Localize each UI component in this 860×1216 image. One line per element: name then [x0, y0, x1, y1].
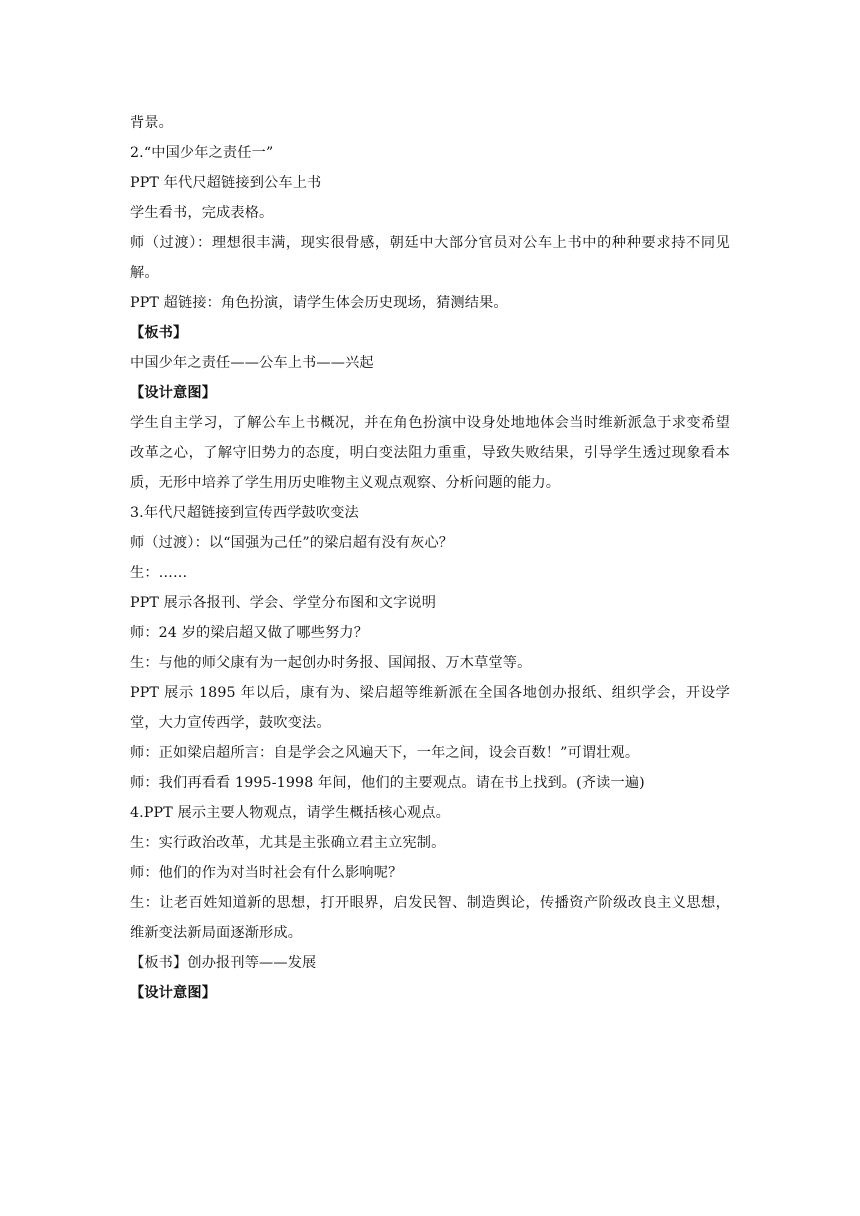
- text-line: 生：与他的师父康有为一起创办时务报、国闻报、万木草堂等。: [130, 655, 532, 671]
- paragraph: PPT 展示 1895 年以后，康有为、梁启超等维新派在全国各地创办报纸、组织学会，开设学堂，大力宣传西学，鼓吹变法。: [130, 685, 730, 731]
- text-line: 背景。: [130, 115, 174, 131]
- section-heading: 2.“中国少年之责任一”: [130, 145, 274, 161]
- text-line: PPT 超链接：角色扮演，请学生体会历史现场，猜测结果。: [130, 295, 508, 311]
- text-line: 师（过渡）：以“国强为己任”的梁启超有没有灰心？: [130, 535, 454, 551]
- text-line: 生：实行政治改革，尤其是主张确立君主立宪制。: [130, 835, 446, 851]
- text-line: 师：我们再看看 1995-1998 年间，他们的主要观点。请在书上找到。(齐读一遍): [130, 775, 645, 791]
- board-heading: 【板书】: [130, 325, 188, 341]
- paragraph: 学生自主学习，了解公车上书概况，并在角色扮演中设身处地地体会当时维新派急于求变希望改革之心，了解守旧势力的态度，明白变法阻力重重，导致失败结果，引导学生透过现象看本质，无形中培养了学生用历史唯物主义观点观察、分析问题的能力。: [130, 415, 730, 491]
- text-line: 师：24 岁的梁启超又做了哪些努力？: [130, 625, 369, 641]
- document-page: [130, 108, 730, 1008]
- design-intent-heading: 【设计意图】: [130, 985, 217, 1001]
- paragraph: 生：让老百姓知道新的思想，打开眼界，启发民智、制造舆论，传播资产阶级改良主义思想，维新变法新局面逐渐形成。: [130, 895, 730, 941]
- paragraph: 师（过渡）：理想很丰满，现实很骨感，朝廷中大部分官员对公车上书中的种种要求持不同见解。: [130, 235, 730, 281]
- text-line: PPT 展示各报刊、学会、学堂分布图和文字说明: [130, 595, 437, 611]
- section-heading: 4.PPT 展示主要人物观点，请学生概括核心观点。: [130, 805, 450, 821]
- text-line: 中国少年之责任——公车上书——兴起: [130, 355, 374, 371]
- text-line: 生：……: [130, 565, 188, 581]
- text-line: 师：正如梁启超所言：自是学会之风遍天下，一年之间，设会百数！”可谓壮观。: [130, 745, 640, 761]
- text-line: 学生看书，完成表格。: [130, 205, 274, 221]
- section-heading: 3.年代尺超链接到宣传西学鼓吹变法: [130, 505, 359, 521]
- text-line: PPT 年代尺超链接到公车上书: [130, 175, 322, 191]
- design-intent-heading: 【设计意图】: [130, 385, 217, 401]
- board-heading: 【板书】创办报刊等——发展: [130, 955, 317, 971]
- text-line: 师：他们的作为对当时社会有什么影响呢？: [130, 865, 403, 881]
